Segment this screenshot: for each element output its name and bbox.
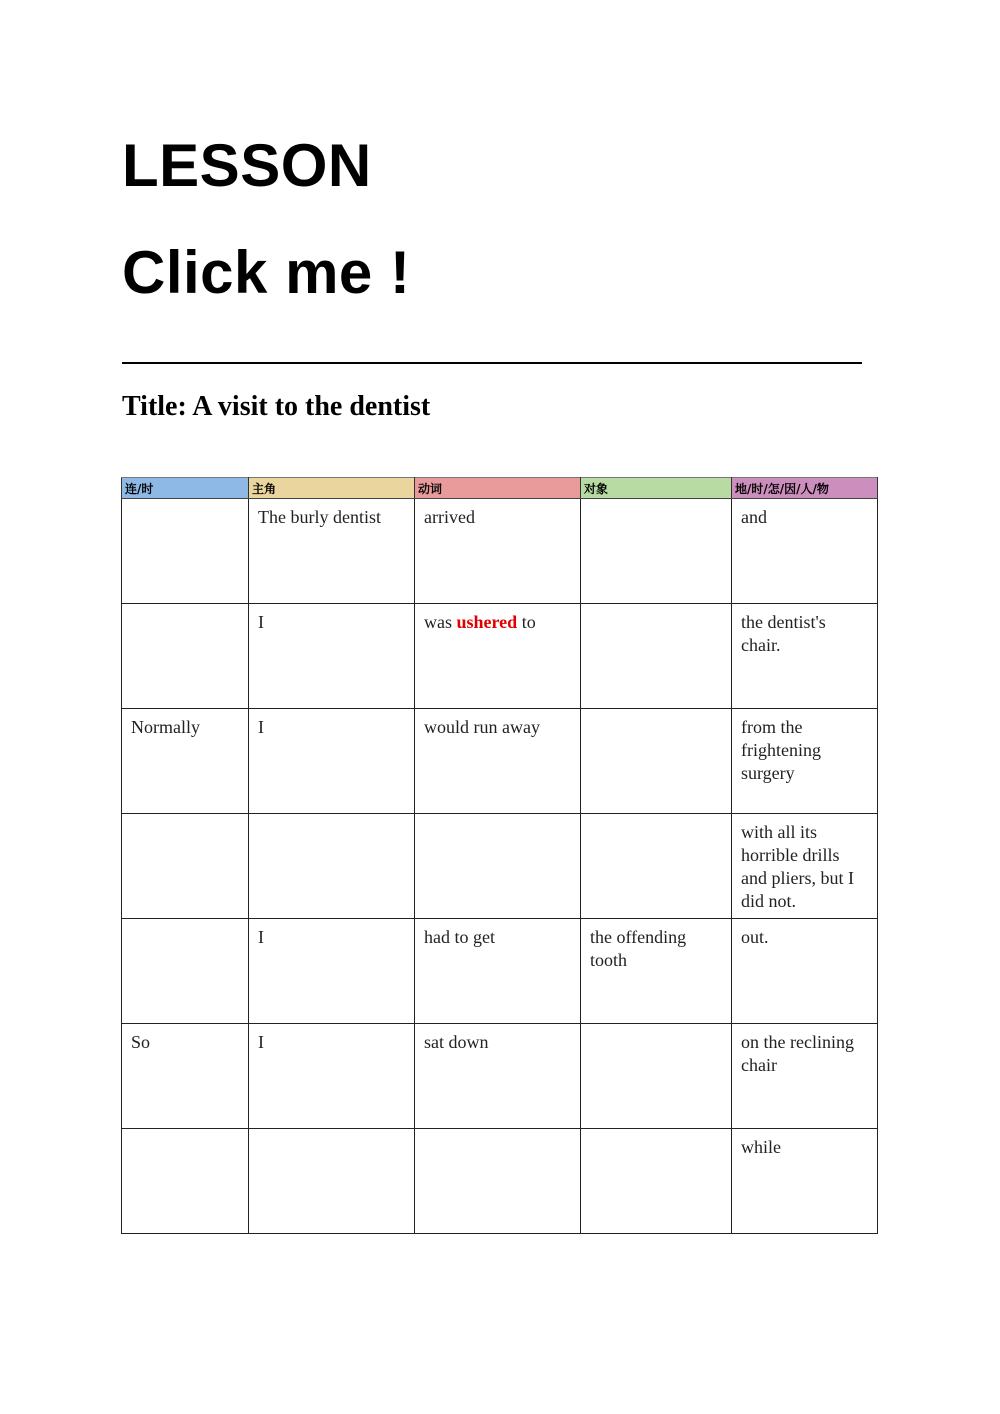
highlighted-word: ushered <box>456 612 518 632</box>
lesson-heading: LESSON <box>122 132 372 199</box>
column-header-connector: 连/时 <box>122 478 249 499</box>
table-cell: the offending tooth <box>581 919 732 1024</box>
table-cell <box>581 499 732 604</box>
table-cell: would run away <box>415 709 581 814</box>
table-cell: Normally <box>122 709 249 814</box>
table-cell: I <box>249 604 415 709</box>
horizontal-rule <box>122 362 862 364</box>
click-me-link[interactable]: Click me ! <box>122 239 411 306</box>
table-cell: with all its horrible drills and pliers, but I did not. <box>732 814 878 919</box>
table-row <box>122 1129 878 1234</box>
verb-prefix: was <box>424 612 457 632</box>
table-cell <box>122 814 249 919</box>
table-cell: I <box>249 919 415 1024</box>
table-cell: I <box>249 709 415 814</box>
table-cell: arrived <box>415 499 581 604</box>
table-cell <box>581 814 732 919</box>
document-title: Title: A visit to the dentist <box>122 391 431 422</box>
verb-suffix: to <box>517 612 536 632</box>
table-row <box>122 604 878 709</box>
table-cell: had to get <box>415 919 581 1024</box>
table-cell: while <box>732 1129 878 1234</box>
column-header-verb: 动词 <box>415 478 581 499</box>
table-cell <box>249 814 415 919</box>
sentence-structure-table <box>121 477 878 1234</box>
table-cell: I <box>249 1024 415 1129</box>
table-row <box>122 1024 878 1129</box>
table-cell <box>581 1024 732 1129</box>
table-cell <box>415 814 581 919</box>
table-cell: from the frightening surgery <box>732 709 878 814</box>
table-cell <box>122 919 249 1024</box>
table-row <box>122 709 878 814</box>
table-cell: and <box>732 499 878 604</box>
table-cell: out. <box>732 919 878 1024</box>
table-cell <box>581 604 732 709</box>
table-cell <box>249 1129 415 1234</box>
column-header-object: 对象 <box>581 478 732 499</box>
table-row <box>122 499 878 604</box>
table-cell <box>415 1129 581 1234</box>
table-cell <box>122 1129 249 1234</box>
table-row <box>122 814 878 919</box>
table-cell-verb-ushered <box>415 604 581 709</box>
table-cell <box>122 604 249 709</box>
table-cell: on the reclining chair <box>732 1024 878 1129</box>
table-cell: The burly dentist <box>249 499 415 604</box>
column-header-subject: 主角 <box>249 478 415 499</box>
table-cell: the dentist's chair. <box>732 604 878 709</box>
table-cell <box>581 1129 732 1234</box>
column-header-place-time-manner: 地/时/怎/因/人/物 <box>732 478 878 499</box>
table-cell: So <box>122 1024 249 1129</box>
table-row <box>122 919 878 1024</box>
table-cell <box>581 709 732 814</box>
table-header-row <box>122 478 878 499</box>
table-cell <box>122 499 249 604</box>
table-cell: sat down <box>415 1024 581 1129</box>
